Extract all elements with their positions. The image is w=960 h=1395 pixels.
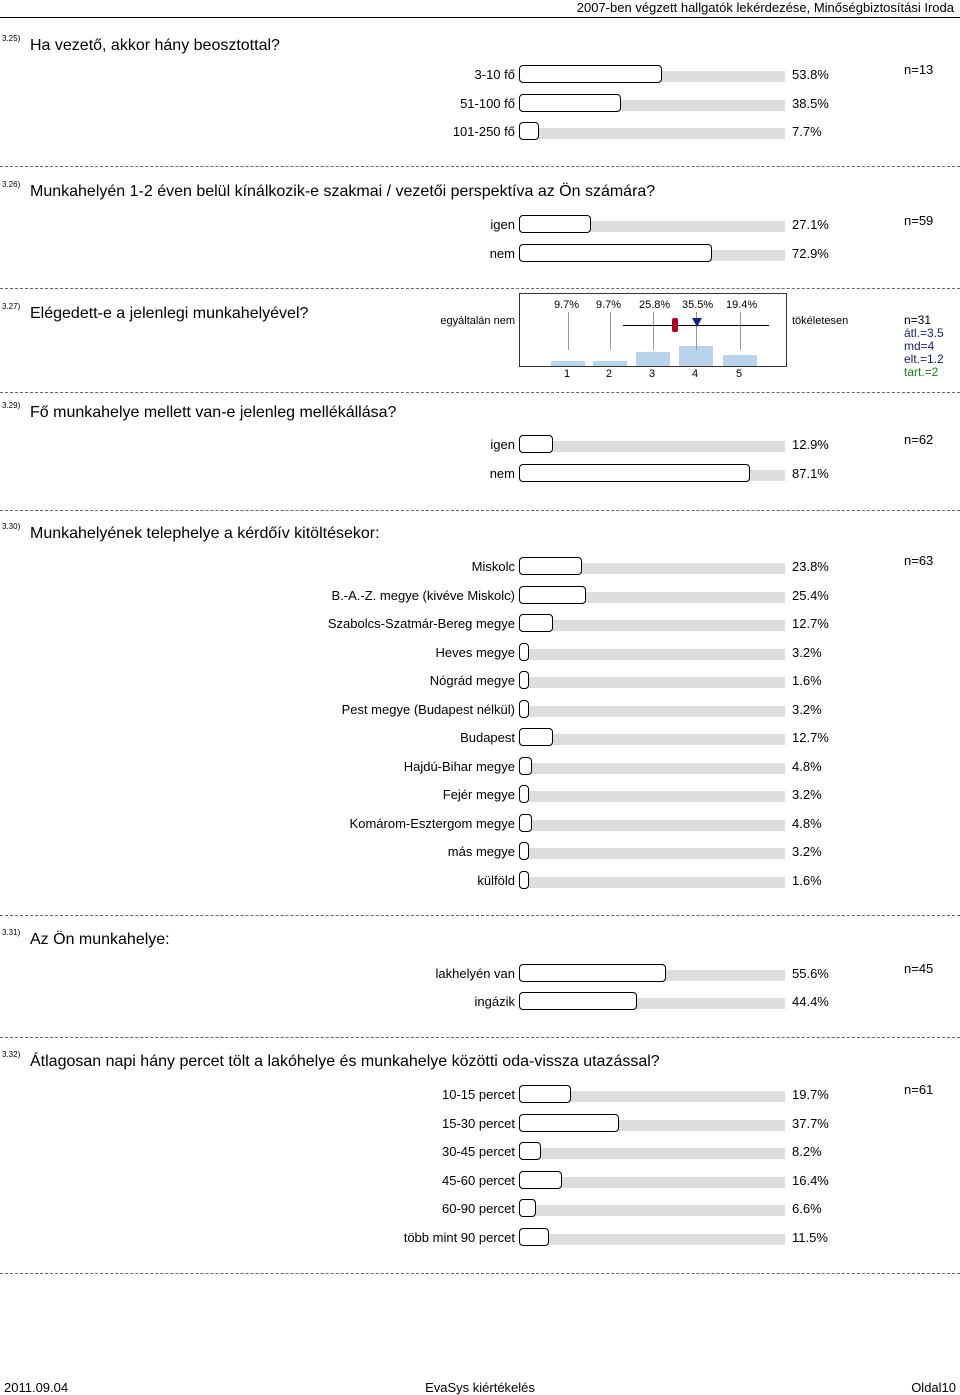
bar-track — [519, 763, 785, 774]
separator-line — [0, 288, 960, 289]
answer-bar — [519, 785, 529, 803]
bar-track — [519, 677, 785, 688]
answer-percent: 38.5% — [792, 96, 829, 111]
mean-marker — [692, 318, 702, 327]
separator-line — [0, 1273, 960, 1274]
answer-row — [0, 842, 960, 862]
question-number: 3.25) — [2, 34, 21, 43]
answer-percent: 4.8% — [792, 759, 822, 774]
answer-bar — [519, 1114, 619, 1132]
answer-row — [0, 464, 960, 484]
answer-row — [0, 700, 960, 720]
answer-percent: 16.4% — [792, 1173, 829, 1188]
stat-median: md=4 — [904, 339, 935, 353]
answer-row — [0, 992, 960, 1012]
respondent-count: n=45 — [904, 961, 934, 976]
bar-track — [519, 1234, 785, 1245]
question-text: Elégedett-e a jelenlegi munkahelyével? — [30, 305, 309, 322]
answer-label: Fejér megye — [442, 787, 515, 802]
answer-row — [0, 435, 960, 455]
footer-page: Oldal10 — [911, 1380, 956, 1395]
bar-track — [519, 877, 785, 888]
bar-track — [519, 1205, 785, 1216]
answer-label: igen — [490, 437, 515, 452]
question-number: 3.31) — [2, 928, 21, 937]
rating-percent: 25.8% — [639, 299, 671, 311]
answer-label: nem — [489, 466, 515, 481]
answer-percent: 87.1% — [792, 466, 829, 481]
answer-bar — [519, 992, 637, 1010]
rating-percent: 35.5% — [682, 299, 714, 311]
rating-tick: 5 — [736, 368, 743, 380]
question-number: 3.26) — [2, 180, 21, 189]
answer-label: Miskolc — [471, 559, 515, 574]
answer-bar — [519, 215, 591, 233]
rating-percent: 9.7% — [554, 299, 580, 311]
answer-row — [0, 94, 960, 114]
answer-row — [0, 557, 960, 577]
answer-label: lakhelyén van — [435, 966, 515, 981]
answer-row — [0, 586, 960, 606]
answer-label: Heves megye — [435, 645, 515, 660]
answer-bar — [519, 1142, 541, 1160]
answer-label: 30-45 percet — [442, 1144, 515, 1159]
separator-line — [0, 166, 960, 167]
answer-row — [0, 728, 960, 748]
bar-track — [519, 1148, 785, 1159]
answer-percent: 6.6% — [792, 1201, 822, 1216]
answer-bar — [519, 700, 529, 718]
answer-percent: 8.2% — [792, 1144, 822, 1159]
answer-label: külföld — [477, 873, 515, 888]
answer-bar — [519, 1171, 562, 1189]
answer-row — [0, 1171, 960, 1191]
rating-gridline — [568, 312, 569, 350]
answer-bar — [519, 871, 529, 889]
answer-row — [0, 215, 960, 235]
respondent-count: n=59 — [904, 213, 934, 228]
answer-row — [0, 1199, 960, 1219]
answer-bar — [519, 435, 553, 453]
stat-sd: elt.=1.2 — [904, 352, 944, 366]
question-text: Átlagosan napi hány percet tölt a lakóhelye és munkahelye közötti oda-vissza utazással? — [30, 1053, 660, 1070]
answer-percent: 55.6% — [792, 966, 829, 981]
answer-row — [0, 757, 960, 777]
answer-percent: 12.7% — [792, 616, 829, 631]
answer-percent: 72.9% — [792, 246, 829, 261]
answer-row — [0, 1228, 960, 1248]
answer-label: más megye — [447, 844, 515, 859]
bar-track — [519, 441, 785, 452]
answer-bar — [519, 1199, 536, 1217]
scale-left-label: egyáltalán nem — [440, 315, 515, 327]
bar-track — [519, 848, 785, 859]
respondent-count: n=13 — [904, 62, 934, 77]
answer-label: Hajdú-Bihar megye — [403, 759, 515, 774]
answer-row — [0, 122, 960, 142]
answer-row — [0, 1142, 960, 1162]
answer-label: 45-60 percet — [442, 1173, 515, 1188]
answer-label: igen — [490, 217, 515, 232]
scale-right-label: tökéletesen — [792, 315, 849, 327]
question-number: 3.32) — [2, 1050, 21, 1059]
question-text: Munkahelyén 1-2 éven belül kínálkozik-e szakmai / vezetői perspektíva az Ön számára? — [30, 183, 656, 200]
answer-label: nem — [489, 246, 515, 261]
bar-track — [519, 706, 785, 717]
bar-track — [519, 791, 785, 802]
answer-percent: 53.8% — [792, 67, 829, 82]
answer-label: Budapest — [460, 730, 515, 745]
answer-bar — [519, 557, 582, 575]
answer-bar — [519, 586, 586, 604]
answer-percent: 19.7% — [792, 1087, 829, 1102]
bar-track — [519, 649, 785, 660]
question-text: Fő munkahelye mellett van-e jelenleg mellékállása? — [30, 404, 397, 421]
answer-row — [0, 244, 960, 264]
stat-mean: átl.=3.5 — [904, 326, 944, 340]
answer-bar — [519, 842, 529, 860]
answer-percent: 1.6% — [792, 673, 822, 688]
answer-label: Nógrád megye — [429, 673, 515, 688]
answer-bar — [519, 65, 662, 83]
separator-line — [0, 392, 960, 393]
rating-tick: 1 — [564, 368, 571, 380]
answer-label: ingázik — [474, 994, 515, 1009]
separator-line — [0, 510, 960, 511]
answer-percent: 3.2% — [792, 702, 822, 717]
answer-label: több mint 90 percet — [403, 1230, 515, 1245]
bar-track — [519, 734, 785, 745]
answer-label: 60-90 percet — [442, 1201, 515, 1216]
footer-title: EvaSys kiértékelés — [425, 1380, 535, 1395]
footer-date: 2011.09.04 — [4, 1380, 69, 1395]
answer-percent: 3.2% — [792, 844, 822, 859]
answer-label: B.-A.-Z. megye (kivéve Miskolc) — [331, 588, 515, 603]
question-text: Ha vezető, akkor hány beosztottal? — [30, 37, 280, 54]
answer-row — [0, 964, 960, 984]
respondent-count: n=61 — [904, 1082, 934, 1097]
bar-track — [519, 128, 785, 139]
question-number: 3.30) — [2, 522, 21, 531]
answer-bar — [519, 643, 529, 661]
rating-bar — [636, 352, 670, 366]
header-rule — [0, 17, 960, 18]
answer-row — [0, 1085, 960, 1105]
answer-row — [0, 65, 960, 85]
answer-bar — [519, 614, 553, 632]
answer-label: 10-15 percet — [442, 1087, 515, 1102]
answer-bar — [519, 122, 539, 140]
answer-percent: 11.5% — [792, 1230, 828, 1245]
answer-label: Szabolcs-Szatmár-Bereg megye — [327, 616, 515, 631]
answer-row — [0, 671, 960, 691]
answer-bar — [519, 757, 532, 775]
answer-label: Pest megye (Budapest nélkül) — [341, 702, 515, 717]
median-marker — [672, 318, 678, 332]
answer-bar — [519, 814, 532, 832]
rating-bar — [593, 361, 627, 366]
page-header: 2007-ben végzett hallgatók lekérdezése, Minőségbiztosítási Iroda — [576, 0, 954, 15]
answer-percent: 37.7% — [792, 1116, 829, 1131]
answer-percent: 3.2% — [792, 645, 822, 660]
answer-label: 3-10 fő — [474, 67, 515, 82]
rating-bar — [723, 355, 757, 366]
answer-row — [0, 814, 960, 834]
rating-tick: 4 — [692, 368, 699, 380]
answer-row — [0, 785, 960, 805]
answer-label: 51-100 fő — [460, 96, 515, 111]
separator-line — [0, 1037, 960, 1038]
rating-percent: 19.4% — [726, 299, 758, 311]
answer-row — [0, 614, 960, 634]
answer-percent: 7.7% — [792, 124, 822, 139]
bar-track — [519, 820, 785, 831]
answer-bar — [519, 464, 750, 482]
separator-line — [0, 915, 960, 916]
rating-gridline — [610, 312, 611, 350]
answer-bar — [519, 1228, 549, 1246]
question-text: Az Ön munkahelye: — [30, 931, 170, 948]
answer-bar — [519, 728, 553, 746]
respondent-count: n=62 — [904, 432, 934, 447]
bar-track — [519, 620, 785, 631]
answer-percent: 23.8% — [792, 559, 829, 574]
answer-percent: 1.6% — [792, 873, 822, 888]
rating-bar — [551, 361, 585, 366]
rating-gridline — [653, 312, 654, 350]
answer-percent: 27.1% — [792, 217, 829, 232]
respondent-count: n=63 — [904, 553, 934, 568]
rating-tick: 3 — [649, 368, 656, 380]
answer-bar — [519, 964, 666, 982]
answer-row — [0, 871, 960, 891]
answer-percent: 12.7% — [792, 730, 829, 745]
answer-percent: 44.4% — [792, 994, 829, 1009]
stat-n: n=31 — [904, 313, 932, 327]
answer-percent: 4.8% — [792, 816, 822, 831]
answer-bar — [519, 671, 529, 689]
rating-tick: 2 — [606, 368, 613, 380]
answer-row — [0, 643, 960, 663]
rating-percent: 9.7% — [596, 299, 622, 311]
answer-percent: 3.2% — [792, 787, 822, 802]
answer-label: 101-250 fő — [452, 124, 515, 139]
answer-bar — [519, 244, 712, 262]
answer-bar — [519, 1085, 571, 1103]
answer-label: 15-30 percet — [442, 1116, 515, 1131]
question-text: Munkahelyének telephelye a kérdőív kitöltésekor: — [30, 525, 380, 542]
answer-row — [0, 1114, 960, 1134]
answer-label: Komárom-Esztergom megye — [349, 816, 515, 831]
question-number: 3.29) — [2, 401, 21, 410]
stat-range: tart.=2 — [904, 365, 939, 379]
rating-gridline — [740, 312, 741, 350]
answer-percent: 12.9% — [792, 437, 829, 452]
answer-bar — [519, 94, 621, 112]
answer-percent: 25.4% — [792, 588, 829, 603]
question-number: 3.27) — [2, 302, 21, 311]
